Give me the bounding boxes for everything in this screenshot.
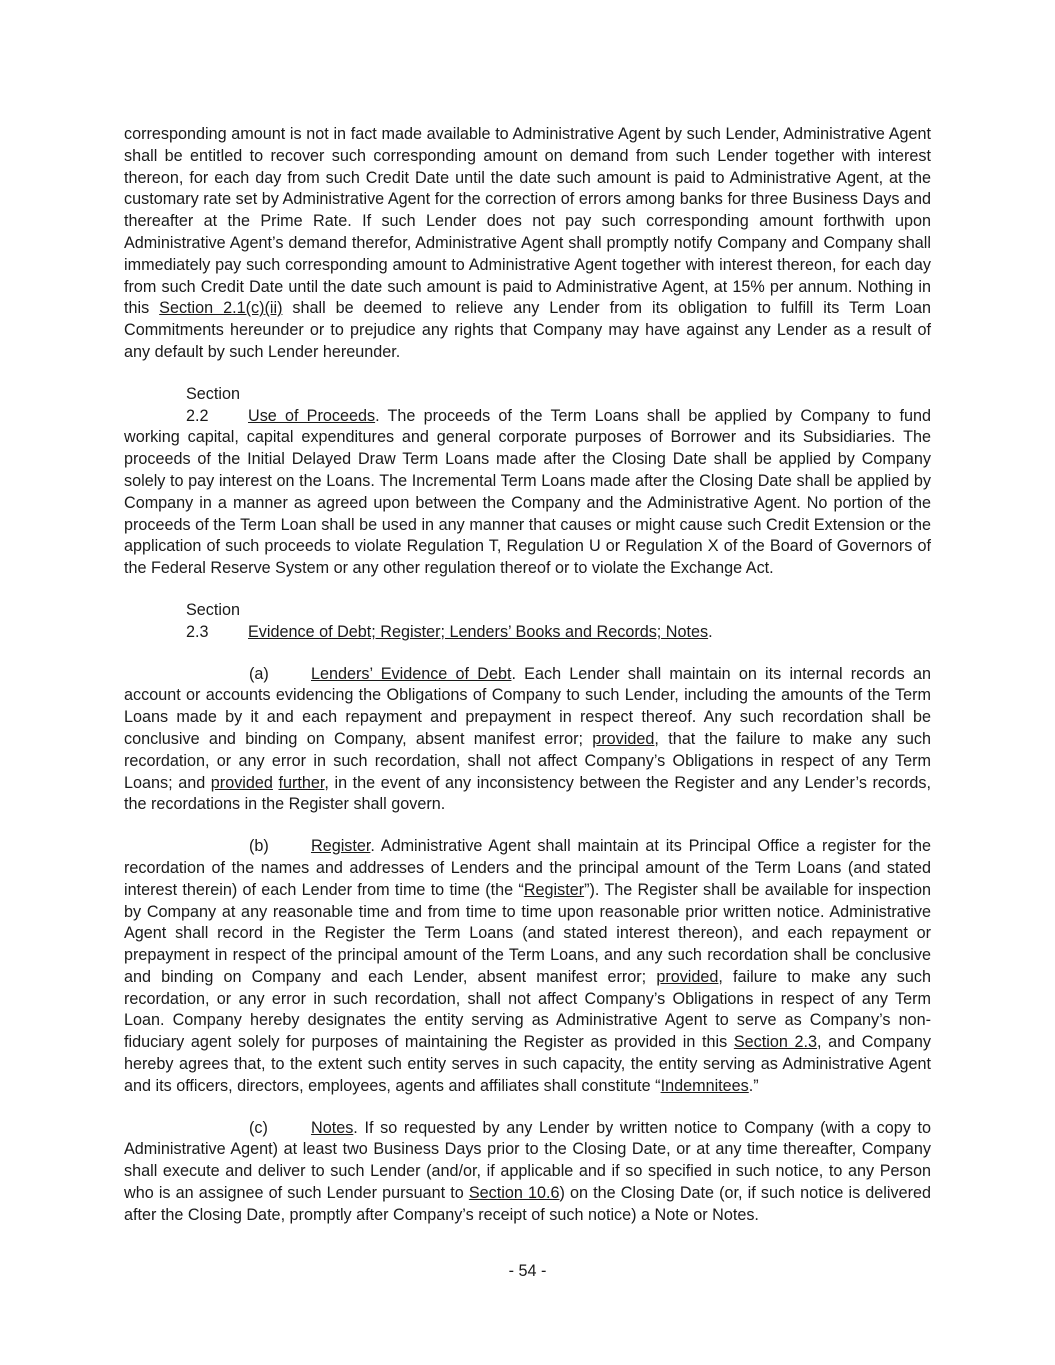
defined-term: provided xyxy=(210,773,273,792)
page-number: - 54 - xyxy=(508,1262,547,1280)
section-title: Evidence of Debt; Register; Lenders’ Books and Records; Notes xyxy=(248,622,709,641)
section-number: Section 2.3 xyxy=(186,600,240,641)
subsection-c: (c) Notes. If so requested by any Lender by written notice to Company (with a copy to Administrative Agent) at least two Business Days prior to the Closing Date, or at any time thereafter, Company shall execute and deliver to such Lender (and/or, if applicable and if so specified in such notice, to any Person who is an assignee of such Lender pursuant to Section 10.6) on the Closing Date (or, if such notice is delivered after the Closing Date, promptly after Company’s receipt of such notice) a Note or Notes. xyxy=(124,1118,931,1224)
section-title: Use of Proceeds xyxy=(248,406,376,425)
section-reference: Section 2.1(c)(ii) xyxy=(159,299,283,318)
subsection-b: (b) Register. Administrative Agent shall maintain at its Principal Office a register for the recordation of the names and addresses of Lenders and the principal amount of the Term Loans (and stated interest therein) of each Lender from time to time (the “Register”). The Register shall be available for inspection by Company at any reasonable time and from time to time upon reasonable prior written notice. Administrative Agent shall record in the Register the Term Loans (and stated interest thereon), and each repayment or prepayment in respect of the principal amount of the Term Loans, and any such recordation shall be conclusive and binding on Company and each Lender, absent manifest error; provided, failure to make any such recordation, or any error in such recordation, shall not affect Company’s Obligations in respect of any Term Loan. Company hereby designates the entity serving as Administrative Agent to serve as Company’s non-fiduciary agent solely for purposes of maintaining the Register as provided in this Section 2.3, and Company hereby agrees that, to the extent such entity serves in such capacity, the entity serving as Administrative Agent and its officers, directors, employees, agents and affiliates shall constitute “Indemnitees.” xyxy=(124,837,932,1095)
section-2-3-heading: Section 2.3 Evidence of Debt; Register; Lenders’ Books and Records; Notes. xyxy=(124,600,931,644)
subsection-title: Lenders’ Evidence of Debt xyxy=(311,664,512,683)
section-2-2-paragraph: Section 2.2 Use of Proceeds. The proceeds of the Term Loans shall be applied by Company to fund working capital, capital expenditures and general corporate purposes of Borrower and its Subsidiaries. The proceeds of the Initial Delayed Draw Term Loans made after the Closing Date shall be applied by Company solely to pay interest on the Loans. The Incremental Term Loans made after the Closing Date shall be applied by Company in a manner as agreed upon between the Company and the Administrative Agent. No portion of the proceeds of the Term Loan shall be used in any manner that causes or might cause such Credit Extension or the application of such proceeds to violate Regulation T, Regulation U or Regulation X of the Board of Governors of the Federal Reserve System or any other regulation thereof or to violate the Exchange Act. xyxy=(124,384,932,578)
subsection-title: Register xyxy=(311,837,371,856)
section-reference: Section 10.6 xyxy=(468,1184,560,1203)
section-reference: Section 2.3 xyxy=(733,1033,817,1052)
subsection-a: (a) Lenders’ Evidence of Debt. Each Lender shall maintain on its internal records an account or accounts evidencing the Obligations of Company to such Lender, including the amounts of the Term Loans made by it and each repayment and prepayment in respect thereof. Any such recordation shall be conclusive and binding on Company, absent manifest error; provided, that the failure to make any such recordation, or any error in such recordation, shall not affect Company’s Obligations in respect of any Term Loans; and provided further, in the event of any inconsistency between the Register and any Lender’s records, the recordations in the Register shall govern. xyxy=(124,664,931,814)
paragraph-continued: corresponding amount is not in fact made available to Administrative Agent by such Lender, Administrative Agent shall be entitled to recover such corresponding amount on demand from such Lender together with interest thereon, for each day from such Credit Date until the date such amount is paid to Administrative Agent, at the customary rate set by Administrative Agent for the correction of errors among banks for three Business Days and thereafter at the Prime Rate. If such Lender does not pay such corresponding amount forthwith upon Administrative Agent’s demand therefor, Administrative Agent shall promptly notify Company and Company shall immediately pay such corresponding amount to Administrative Agent together with interest thereon, for each day from such Credit Date until the date such amount is paid to Administrative Agent, at 15% per annum. Nothing in this Section 2.1(c)(ii) shall be deemed to relieve any Lender from its obligation to fulfill its Term Loan Commitments hereunder or to prejudice any rights that Company may have against any Lender as a result of any default by such Lender hereunder. xyxy=(124,125,931,361)
section-number: Section 2.2 xyxy=(186,384,240,425)
defined-term: further xyxy=(278,773,325,792)
subsection-label: (c) xyxy=(249,1118,268,1137)
subsection-label: (b) xyxy=(249,837,269,856)
defined-term: provided xyxy=(592,729,655,748)
subsection-label: (a) xyxy=(249,664,269,683)
defined-term: Register xyxy=(523,880,585,899)
defined-term: Indemnitees xyxy=(660,1076,749,1095)
document-page xyxy=(124,124,931,1247)
subsection-title: Notes xyxy=(311,1118,354,1137)
defined-term: provided xyxy=(656,967,719,986)
